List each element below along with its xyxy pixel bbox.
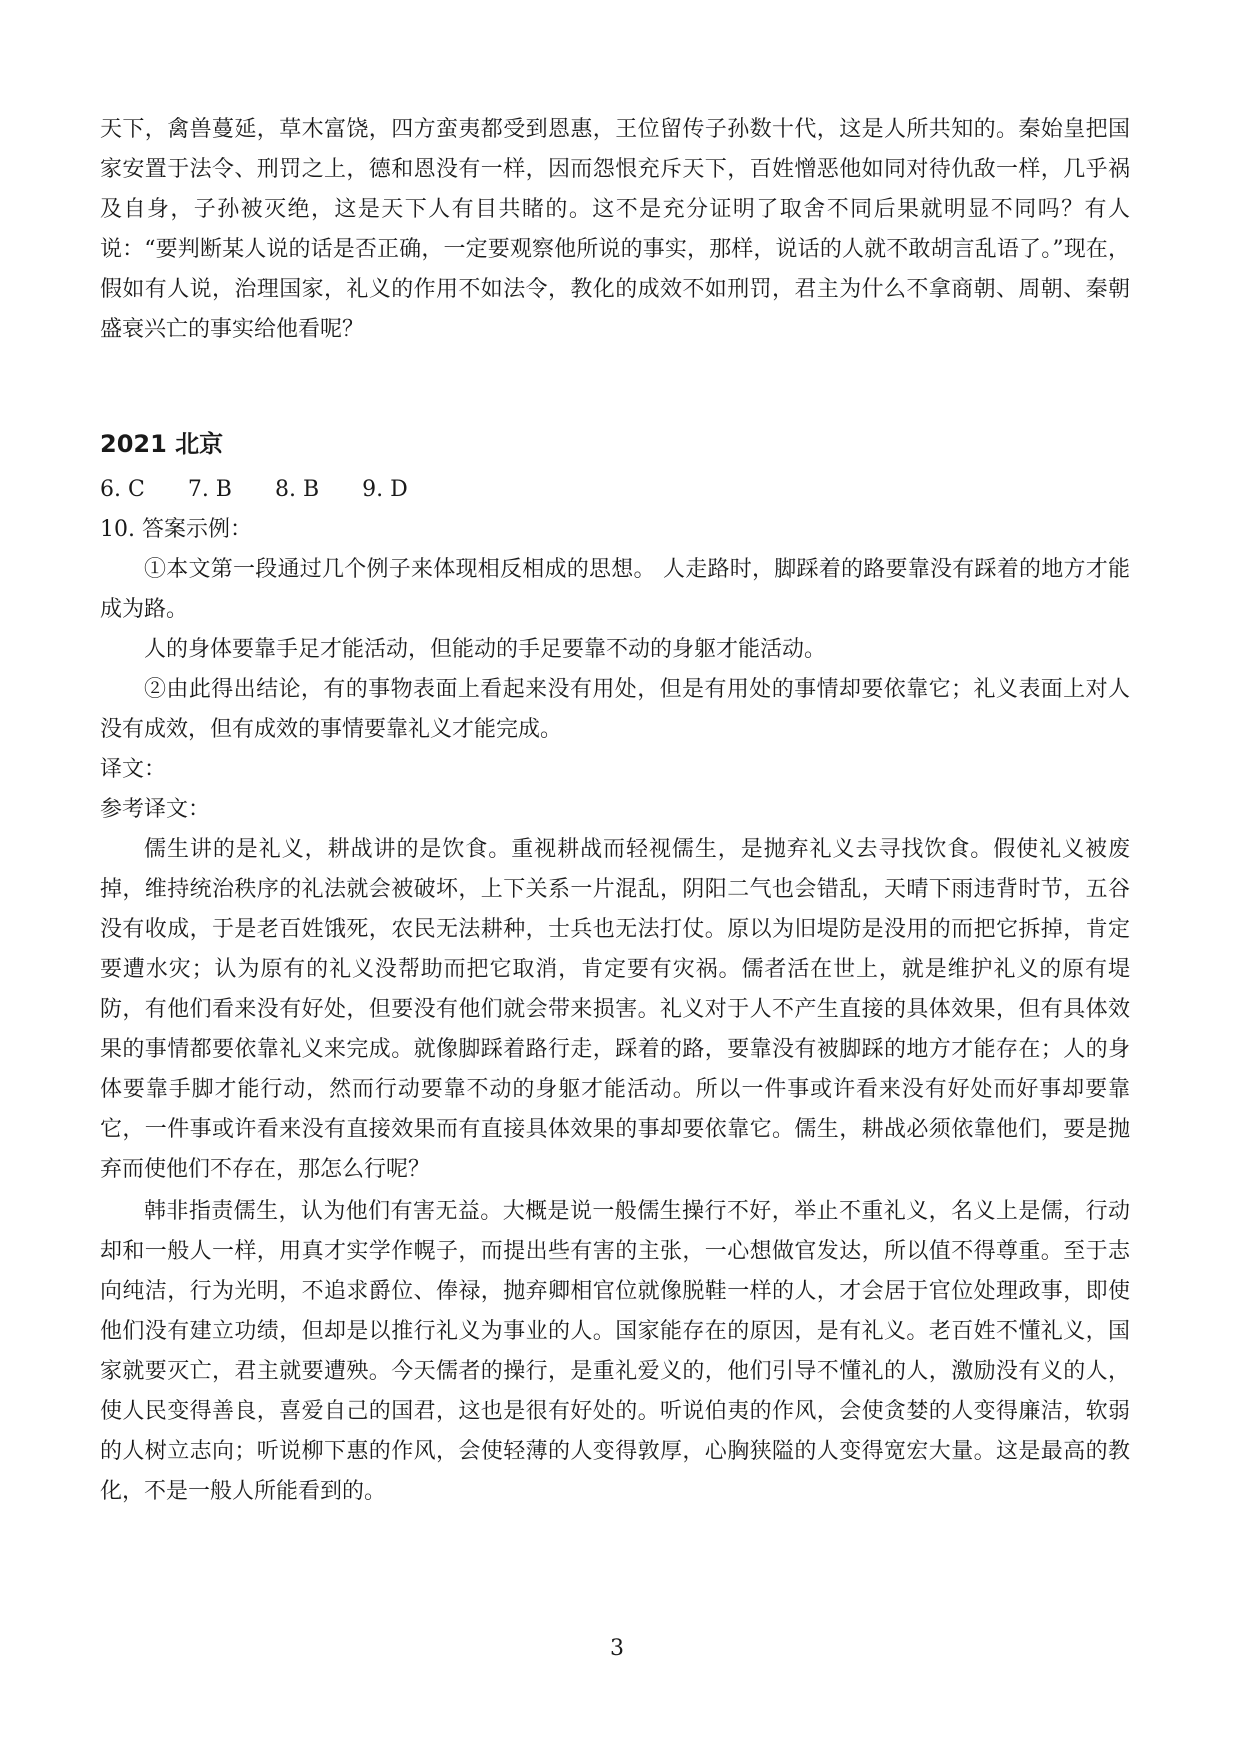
section-title: 2021 北京 bbox=[100, 430, 224, 458]
page-content bbox=[100, 110, 1130, 1512]
translation-label: 译文： bbox=[100, 757, 167, 782]
translation-paragraph: 韩非指责儒生，认为他们有害无益。大概是说一般儒生操行不好，举止不重礼义，名义上是儒，行动却和一般人一样，用真才实学作幌子，而提出些有害的主张，一心想做官发达，所以值不得尊重。至于志向纯洁，行为光明，不追求爵位、俸禄，抛弃卿相官位就像脱鞋一样的人，才会居于官位处理政事，即使他们没有建立功绩，但却是以推行礼义为事业的人。国家能存在的原因，是有礼义。老百姓不懂礼义，国家就要灭亡，君主就要遭殃。今天儒者的操行，是重礼爱义的，他们引导不懂礼的人，激励没有义的人，使人民变得善良，喜爱自己的国君，这也是很有好处的。听说伯夷的作风，会使贪婪的人变得廉洁，软弱的人树立志向；听说柳下惠的作风，会使轻薄的人变得敦厚，心胸狭隘的人变得宽宏大量。这是最高的教化，不是一般人所能看到的。 bbox=[100, 1199, 1130, 1504]
translation-paragraph: 儒生讲的是礼义，耕战讲的是饮食。重视耕战而轻视儒生，是抛弃礼义去寻找饮食。假使礼义被废掉，维持统治秩序的礼法就会被破坏，上下关系一片混乱，阴阳二气也会错乱，天晴下雨违背时节，五谷没有收成，于是老百姓饿死，农民无法耕种，士兵也无法打仗。原以为旧堤防是没用的而把它拆掉，肯定要遭水灾；认为原有的礼义没帮助而把它取消，肯定要有灾祸。儒者活在世上，就是维护礼义的原有堤防，有他们看来没有好处，但要没有他们就会带来损害。礼义对于人不产生直接的具体效果，但有具体效果的事情都要依靠礼义来完成。就像脚踩着路行走，踩着的路，要靠没有被脚踩的地方才能存在；人的身体要靠手脚才能行动，然而行动要靠不动的身躯才能活动。所以一件事或许看来没有好处而好事却要靠它，一件事或许看来没有直接效果而有直接具体效果的事却要依靠它。儒生，耕战必须依靠他们，要是抛弃而使他们不存在，那怎么行呢？ bbox=[100, 837, 1130, 1182]
q10-point: ②由此得出结论，有的事物表面上看起来没有用处，但是有用处的事情却要依靠它；礼义表面上对人没有成效，但有成效的事情要靠礼义才能完成。 bbox=[100, 677, 1130, 742]
reference-translation-label: 参考译文： bbox=[100, 797, 211, 822]
page-number: 3 bbox=[610, 1636, 624, 1661]
opening-paragraph: 天下，禽兽蔓延，草木富饶，四方蛮夷都受到恩惠，王位留传子孙数十代，这是人所共知的。秦始皇把国家安置于法令、刑罚之上，德和恩没有一样，因而怨恨充斥天下，百姓憎恶他如同对待仇敌一样，几乎祸及自身，子孙被灭绝，这是天下人有目共睹的。这不是充分证明了取舍不同后果就明显不同吗？有人说：“要判断某人说的话是否正确，一定要观察他所说的事实，那样，说话的人就不敢胡言乱语了。”现在，假如有人说，治理国家，礼义的作用不如法令，教化的成效不如刑罚，君主为什么不拿商朝、周朝、秦朝盛衰兴亡的事实给他看呢？ bbox=[100, 117, 1130, 342]
question-10-label: 10. 答案示例： bbox=[100, 517, 252, 542]
q10-point: 人的身体要靠手足才能活动，但能动的手足要靠不动的身躯才能活动。 bbox=[144, 637, 827, 662]
answer-9: 9. D bbox=[362, 477, 408, 502]
answer-8: 8. B bbox=[274, 477, 320, 502]
q10-point: ①本文第一段通过几个例子来体现相反相成的思想。 人走路时，脚踩着的路要靠没有踩着的地方才能成为路。 bbox=[100, 557, 1130, 622]
answer-key bbox=[100, 470, 1130, 510]
answer-6: 6. C bbox=[100, 477, 145, 502]
answer-7: 7. B bbox=[187, 477, 232, 502]
